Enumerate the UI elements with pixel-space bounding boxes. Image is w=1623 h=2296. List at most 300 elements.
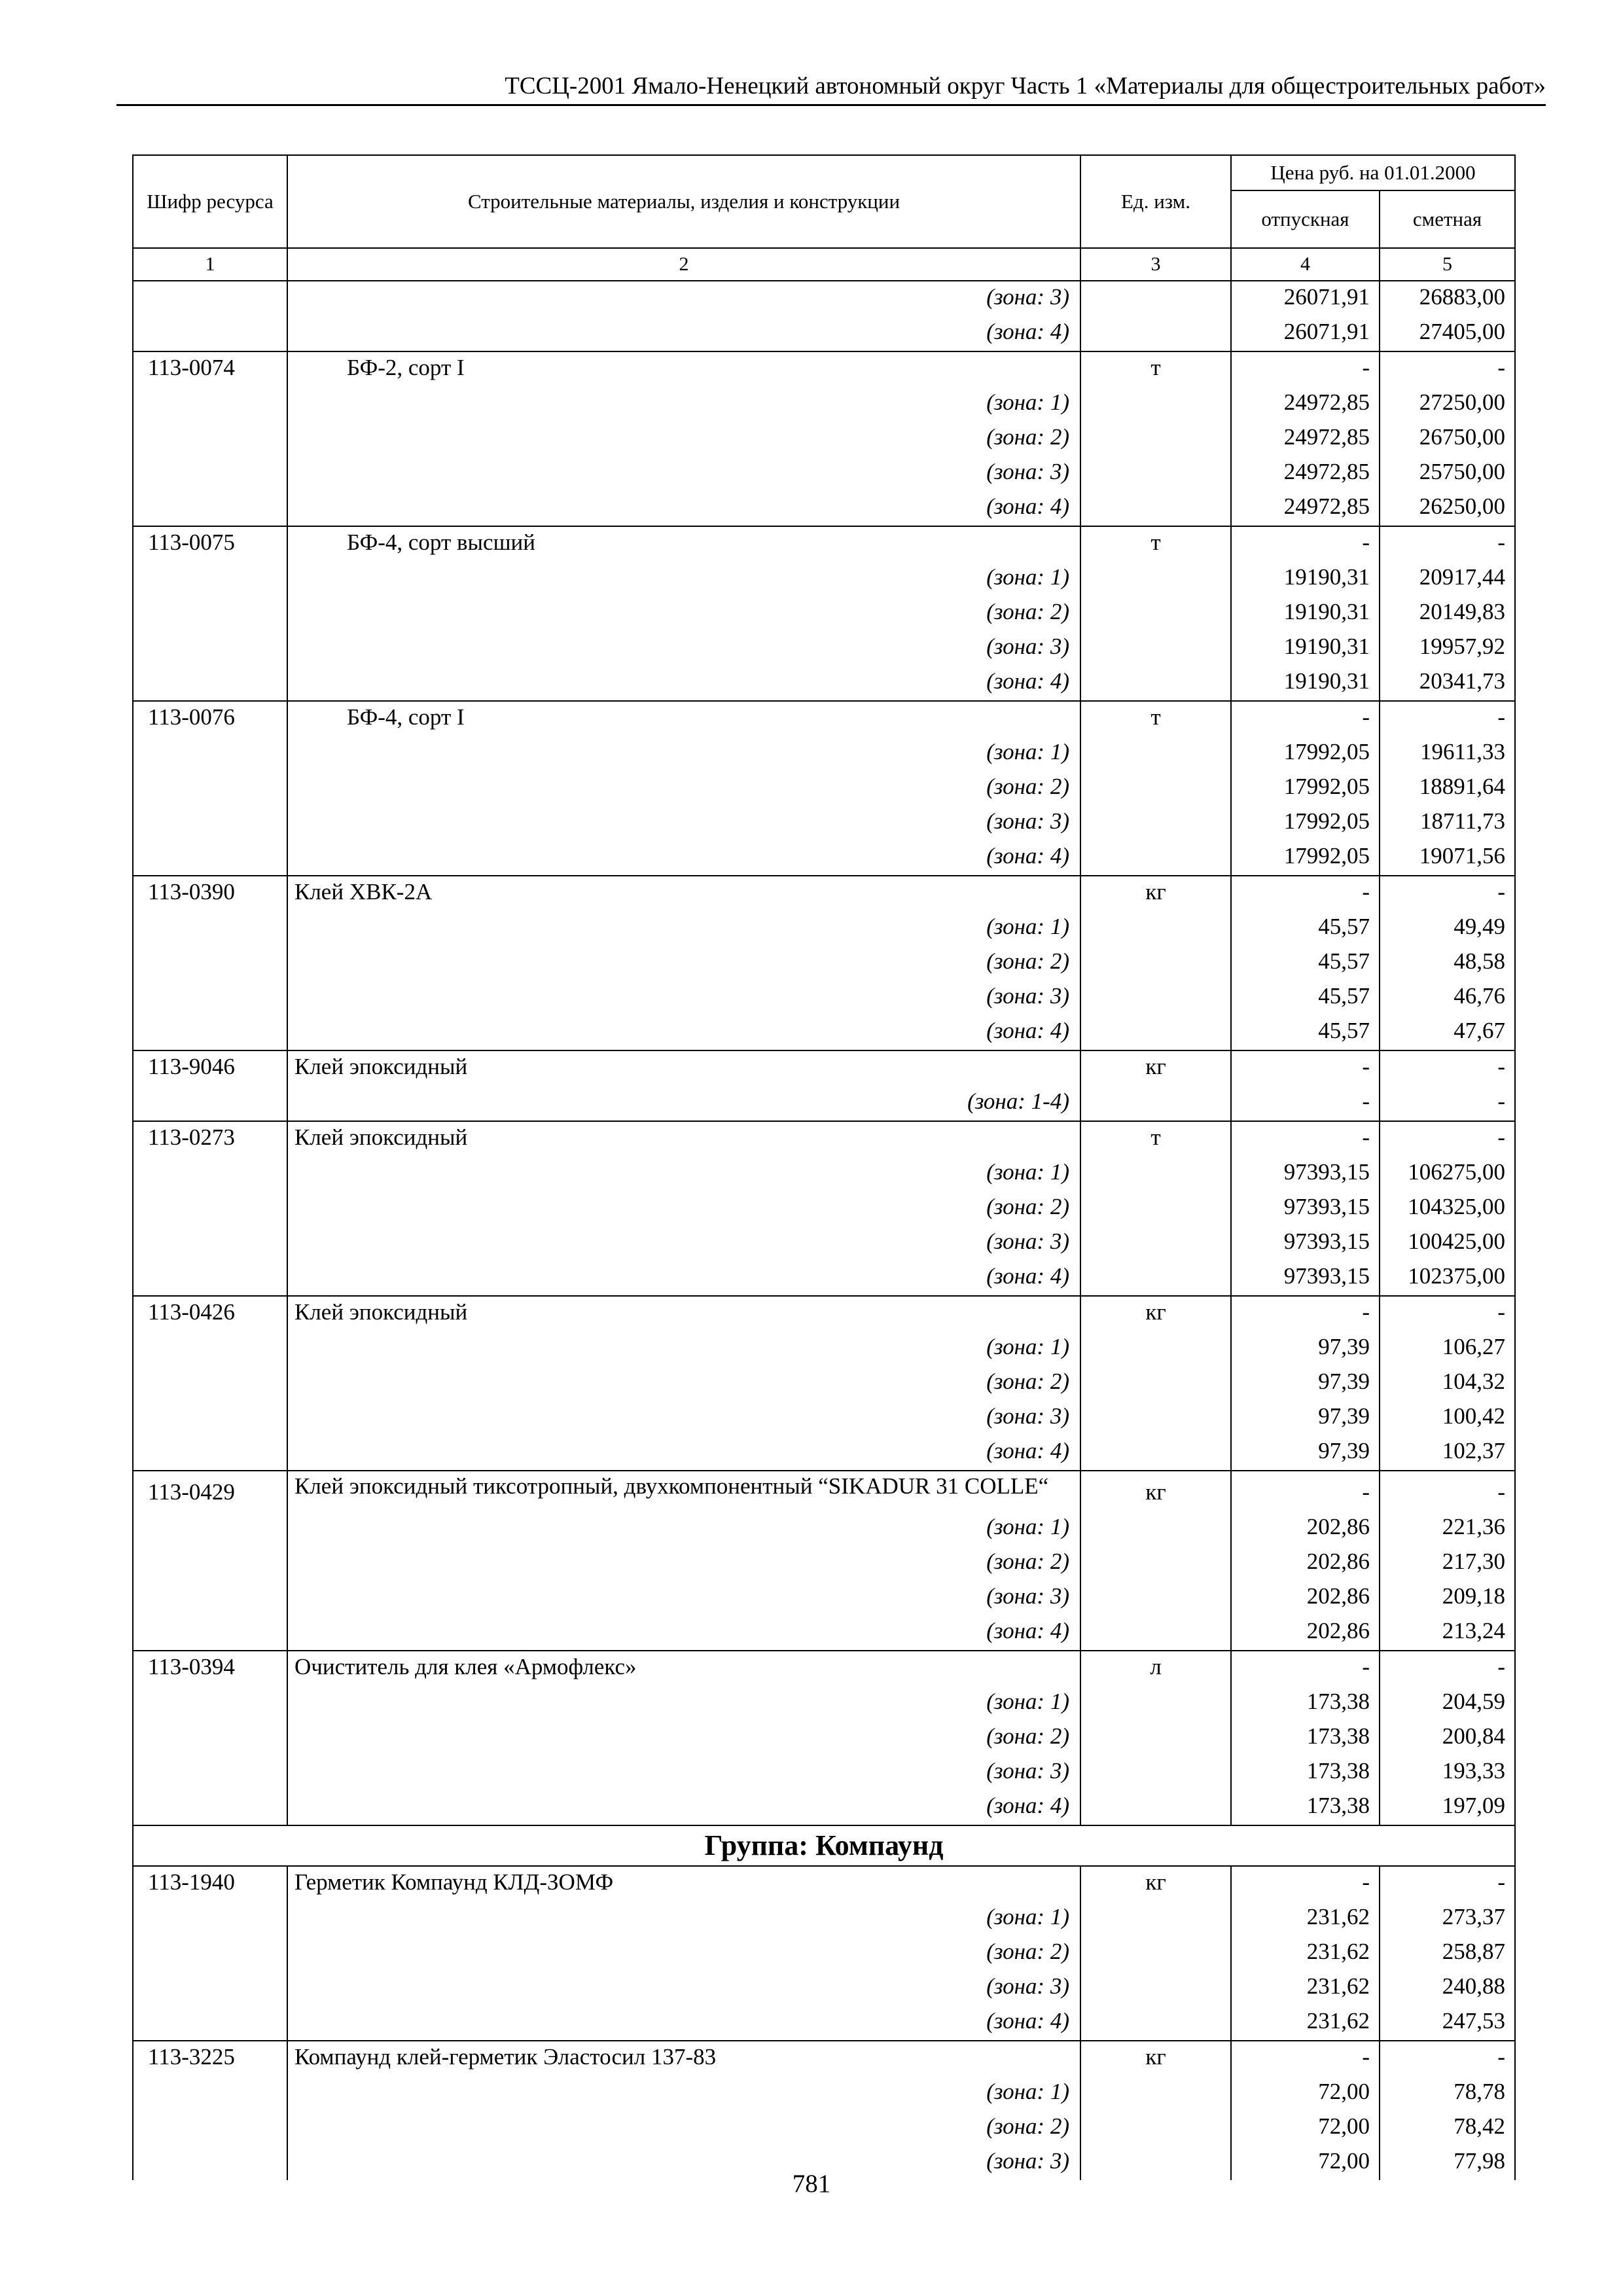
- release-price: 19190,31: [1231, 666, 1380, 701]
- unit-cell: [1080, 1086, 1231, 1121]
- release-price: 26071,91: [1231, 281, 1380, 316]
- zone-row: [133, 1366, 1515, 1401]
- resource-code: 113-0390: [133, 876, 287, 911]
- release-price: 72,00: [1231, 2111, 1380, 2145]
- release-price: 231,62: [1231, 1936, 1380, 1971]
- zone-row: [133, 491, 1515, 526]
- release-price: 97393,15: [1231, 1157, 1380, 1191]
- column-number: 2: [287, 248, 1080, 281]
- release-price: 97393,15: [1231, 1191, 1380, 1226]
- table-header: [133, 155, 1515, 281]
- material-name: Клей эпоксидный: [287, 1296, 1080, 1331]
- estimate-price: -: [1380, 876, 1515, 911]
- zone-label: (зона: 3): [287, 456, 1080, 491]
- zone-label: (зона: 2): [287, 2111, 1080, 2145]
- zone-label: (зона: 3): [287, 806, 1080, 840]
- code-cell: [133, 946, 287, 980]
- release-price: 24972,85: [1231, 422, 1380, 456]
- zone-label: (зона: 2): [287, 1936, 1080, 1971]
- zone-label: (зона: 4): [287, 491, 1080, 526]
- zone-row: [133, 1971, 1515, 2005]
- estimate-price: 20917,44: [1380, 562, 1515, 596]
- code-cell: [133, 1721, 287, 1755]
- release-price: -: [1231, 701, 1380, 736]
- code-cell: [133, 980, 287, 1015]
- release-price: -: [1231, 526, 1380, 562]
- material-name: БФ-4, сорт I: [287, 701, 1080, 736]
- zone-label: (зона: 1): [287, 562, 1080, 596]
- code-cell: [133, 2111, 287, 2145]
- zone-row: [133, 1086, 1515, 1121]
- unit-cell: [1080, 666, 1231, 701]
- zone-row: [133, 562, 1515, 596]
- zone-label: (зона: 4): [287, 1261, 1080, 1296]
- code-cell: [133, 1226, 287, 1261]
- zone-row: [133, 281, 1515, 316]
- resource-code: 113-0426: [133, 1296, 287, 1331]
- estimate-price: 25750,00: [1380, 456, 1515, 491]
- release-price: 19190,31: [1231, 562, 1380, 596]
- zone-label: (зона: 4): [287, 2005, 1080, 2041]
- header-code: Шифр ресурса: [133, 155, 287, 248]
- estimate-price: 18711,73: [1380, 806, 1515, 840]
- code-cell: [133, 456, 287, 491]
- zone-label: (зона: 4): [287, 1435, 1080, 1471]
- unit-cell: кг: [1080, 876, 1231, 911]
- unit-cell: [1080, 1755, 1231, 1790]
- release-price: 97,39: [1231, 1331, 1380, 1366]
- unit-cell: л: [1080, 1651, 1231, 1686]
- code-cell: [133, 736, 287, 771]
- zone-label: (зона: 2): [287, 1546, 1080, 1581]
- code-cell: [133, 1366, 287, 1401]
- estimate-price: 20149,83: [1380, 596, 1515, 631]
- unit-cell: [1080, 1511, 1231, 1546]
- unit-cell: [1080, 2076, 1231, 2111]
- unit-cell: [1080, 456, 1231, 491]
- resource-code: 113-0394: [133, 1651, 287, 1686]
- zone-label: (зона: 1): [287, 1901, 1080, 1936]
- unit-cell: т: [1080, 526, 1231, 562]
- zone-label: (зона: 4): [287, 840, 1080, 876]
- code-cell: [133, 596, 287, 631]
- unit-cell: [1080, 1157, 1231, 1191]
- estimate-price: 100425,00: [1380, 1226, 1515, 1261]
- estimate-price: 106275,00: [1380, 1157, 1515, 1191]
- estimate-price: 258,87: [1380, 1936, 1515, 1971]
- zone-row: [133, 806, 1515, 840]
- unit-cell: [1080, 911, 1231, 946]
- zone-row: [133, 1191, 1515, 1226]
- unit-cell: кг: [1080, 1471, 1231, 1511]
- column-number: 4: [1231, 248, 1380, 281]
- release-price: 173,38: [1231, 1721, 1380, 1755]
- estimate-price: 240,88: [1380, 1971, 1515, 2005]
- estimate-price: 77,98: [1380, 2145, 1515, 2180]
- resource-code: 113-0076: [133, 701, 287, 736]
- column-number: 5: [1380, 248, 1515, 281]
- zone-row: [133, 1511, 1515, 1546]
- estimate-price: 221,36: [1380, 1511, 1515, 1546]
- unit-cell: [1080, 1261, 1231, 1296]
- unit-cell: [1080, 1226, 1231, 1261]
- release-price: 45,57: [1231, 980, 1380, 1015]
- zone-label: (зона: 1): [287, 1511, 1080, 1546]
- zone-row: [133, 1936, 1515, 1971]
- zone-label: (зона: 2): [287, 422, 1080, 456]
- release-price: 17992,05: [1231, 736, 1380, 771]
- unit-cell: [1080, 771, 1231, 806]
- estimate-price: -: [1380, 526, 1515, 562]
- code-cell: [133, 1936, 287, 1971]
- table-body: [133, 281, 1515, 2180]
- material-name: БФ-4, сорт высший: [287, 526, 1080, 562]
- resource-code: 113-0429: [133, 1471, 287, 1511]
- estimate-price: 19957,92: [1380, 631, 1515, 666]
- code-cell: [133, 1086, 287, 1121]
- estimate-price: 26250,00: [1380, 491, 1515, 526]
- unit-cell: [1080, 387, 1231, 422]
- price-table: [132, 154, 1516, 2180]
- release-price: 97,39: [1231, 1366, 1380, 1401]
- release-price: 231,62: [1231, 2005, 1380, 2041]
- unit-cell: т: [1080, 701, 1231, 736]
- release-price: -: [1231, 1086, 1380, 1121]
- item-row: [133, 701, 1515, 736]
- header-unit: Ед. изм.: [1080, 155, 1231, 248]
- code-cell: [133, 806, 287, 840]
- zone-row: [133, 1546, 1515, 1581]
- zone-label: (зона: 2): [287, 1721, 1080, 1755]
- column-number: 1: [133, 248, 287, 281]
- release-price: 45,57: [1231, 946, 1380, 980]
- code-cell: [133, 562, 287, 596]
- zone-row: [133, 911, 1515, 946]
- zone-label: (зона: 1): [287, 387, 1080, 422]
- unit-cell: [1080, 1686, 1231, 1721]
- unit-cell: [1080, 1546, 1231, 1581]
- release-price: 97,39: [1231, 1401, 1380, 1435]
- code-cell: [133, 281, 287, 316]
- zone-label: (зона: 3): [287, 1226, 1080, 1261]
- estimate-price: 247,53: [1380, 2005, 1515, 2041]
- item-row: [133, 1866, 1515, 1901]
- estimate-price: 20341,73: [1380, 666, 1515, 701]
- zone-label: (зона: 2): [287, 1366, 1080, 1401]
- material-name: Клей эпоксидный: [287, 1121, 1080, 1157]
- estimate-price: 197,09: [1380, 1790, 1515, 1825]
- unit-cell: [1080, 281, 1231, 316]
- zone-label: (зона: 1-4): [287, 1086, 1080, 1121]
- unit-cell: [1080, 1790, 1231, 1825]
- header-release-price: отпускная: [1231, 190, 1380, 248]
- estimate-price: 27250,00: [1380, 387, 1515, 422]
- unit-cell: [1080, 1015, 1231, 1050]
- estimate-price: 19071,56: [1380, 840, 1515, 876]
- material-name: Очиститель для клея «Армофлекс»: [287, 1651, 1080, 1686]
- unit-cell: кг: [1080, 1296, 1231, 1331]
- estimate-price: 204,59: [1380, 1686, 1515, 1721]
- zone-row: [133, 2111, 1515, 2145]
- zone-row: [133, 1401, 1515, 1435]
- code-cell: [133, 2076, 287, 2111]
- resource-code: 113-1940: [133, 1866, 287, 1901]
- estimate-price: -: [1380, 1866, 1515, 1901]
- code-cell: [133, 1901, 287, 1936]
- material-name: Компаунд клей-герметик Эластосил 137-83: [287, 2041, 1080, 2076]
- header-price-group: Цена руб. на 01.01.2000: [1231, 155, 1515, 190]
- release-price: 173,38: [1231, 1686, 1380, 1721]
- zone-label: (зона: 4): [287, 1015, 1080, 1050]
- zone-label: (зона: 3): [287, 1401, 1080, 1435]
- unit-cell: [1080, 946, 1231, 980]
- unit-cell: [1080, 562, 1231, 596]
- zone-label: (зона: 3): [287, 2145, 1080, 2180]
- unit-cell: [1080, 1936, 1231, 1971]
- unit-cell: [1080, 1901, 1231, 1936]
- zone-label: (зона: 4): [287, 1615, 1080, 1651]
- zone-row: [133, 1790, 1515, 1825]
- release-price: 173,38: [1231, 1790, 1380, 1825]
- unit-cell: [1080, 840, 1231, 876]
- zone-row: [133, 946, 1515, 980]
- estimate-price: 102,37: [1380, 1435, 1515, 1471]
- release-price: 202,86: [1231, 1511, 1380, 1546]
- zone-row: [133, 596, 1515, 631]
- resource-code: 113-3225: [133, 2041, 287, 2076]
- release-price: 97393,15: [1231, 1226, 1380, 1261]
- material-name: Клей эпоксидный тиксотропный, двухкомпонентный “SIKADUR 31 COLLE“: [287, 1471, 1080, 1511]
- unit-cell: [1080, 316, 1231, 351]
- estimate-price: -: [1380, 1086, 1515, 1121]
- material-name: Клей эпоксидный: [287, 1050, 1080, 1086]
- zone-label: (зона: 1): [287, 1686, 1080, 1721]
- item-row: [133, 2041, 1515, 2076]
- release-price: 231,62: [1231, 1901, 1380, 1936]
- code-cell: [133, 1261, 287, 1296]
- code-cell: [133, 316, 287, 351]
- zone-label: (зона: 3): [287, 980, 1080, 1015]
- item-row: [133, 526, 1515, 562]
- zone-label: (зона: 4): [287, 1790, 1080, 1825]
- item-row: [133, 1050, 1515, 1086]
- page-number: 781: [792, 2170, 831, 2198]
- estimate-price: 104325,00: [1380, 1191, 1515, 1226]
- estimate-price: 102375,00: [1380, 1261, 1515, 1296]
- zone-row: [133, 840, 1515, 876]
- code-cell: [133, 1755, 287, 1790]
- release-price: 45,57: [1231, 1015, 1380, 1050]
- code-cell: [133, 1581, 287, 1615]
- release-price: -: [1231, 1121, 1380, 1157]
- estimate-price: 78,78: [1380, 2076, 1515, 2111]
- unit-cell: [1080, 631, 1231, 666]
- code-cell: [133, 1511, 287, 1546]
- unit-cell: [1080, 1721, 1231, 1755]
- unit-cell: [1080, 1581, 1231, 1615]
- estimate-price: -: [1380, 2041, 1515, 2076]
- unit-cell: [1080, 596, 1231, 631]
- zone-label: (зона: 1): [287, 911, 1080, 946]
- estimate-price: 26750,00: [1380, 422, 1515, 456]
- release-price: 97393,15: [1231, 1261, 1380, 1296]
- code-cell: [133, 1686, 287, 1721]
- estimate-price: -: [1380, 1296, 1515, 1331]
- header-rule: [116, 104, 1546, 106]
- code-cell: [133, 771, 287, 806]
- estimate-price: 104,32: [1380, 1366, 1515, 1401]
- zone-label: (зона: 2): [287, 771, 1080, 806]
- unit-cell: [1080, 806, 1231, 840]
- zone-label: (зона: 1): [287, 1157, 1080, 1191]
- zone-label: (зона: 2): [287, 596, 1080, 631]
- unit-cell: [1080, 422, 1231, 456]
- zone-label: (зона: 1): [287, 2076, 1080, 2111]
- zone-label: (зона: 3): [287, 1971, 1080, 2005]
- zone-label: (зона: 1): [287, 1331, 1080, 1366]
- code-cell: [133, 422, 287, 456]
- unit-cell: кг: [1080, 1050, 1231, 1086]
- header-name: Строительные материалы, изделия и конструкции: [287, 155, 1080, 248]
- release-price: 19190,31: [1231, 631, 1380, 666]
- code-cell: [133, 911, 287, 946]
- column-number: 3: [1080, 248, 1231, 281]
- zone-row: [133, 666, 1515, 701]
- estimate-price: 47,67: [1380, 1015, 1515, 1050]
- estimate-price: 100,42: [1380, 1401, 1515, 1435]
- code-cell: [133, 1331, 287, 1366]
- material-name: Клей ХВК-2А: [287, 876, 1080, 911]
- estimate-price: 19611,33: [1380, 736, 1515, 771]
- zone-row: [133, 980, 1515, 1015]
- release-price: 202,86: [1231, 1581, 1380, 1615]
- unit-cell: кг: [1080, 2041, 1231, 2076]
- release-price: 17992,05: [1231, 771, 1380, 806]
- release-price: 45,57: [1231, 911, 1380, 946]
- code-cell: [133, 666, 287, 701]
- zone-row: [133, 316, 1515, 351]
- release-price: 202,86: [1231, 1546, 1380, 1581]
- estimate-price: -: [1380, 1471, 1515, 1511]
- estimate-price: -: [1380, 1050, 1515, 1086]
- group-title: Группа: Компаунд: [133, 1825, 1515, 1866]
- unit-cell: [1080, 1191, 1231, 1226]
- unit-cell: [1080, 1401, 1231, 1435]
- unit-cell: [1080, 2005, 1231, 2041]
- estimate-price: 27405,00: [1380, 316, 1515, 351]
- zone-row: [133, 387, 1515, 422]
- zone-row: [133, 1901, 1515, 1936]
- release-price: 97,39: [1231, 1435, 1380, 1471]
- unit-cell: [1080, 736, 1231, 771]
- release-price: 231,62: [1231, 1971, 1380, 2005]
- zone-row: [133, 1615, 1515, 1651]
- estimate-price: 213,24: [1380, 1615, 1515, 1651]
- estimate-price: -: [1380, 1121, 1515, 1157]
- zone-label: (зона: 2): [287, 1191, 1080, 1226]
- code-cell: [133, 1790, 287, 1825]
- unit-cell: [1080, 1366, 1231, 1401]
- zone-label: (зона: 3): [287, 1755, 1080, 1790]
- release-price: 17992,05: [1231, 840, 1380, 876]
- estimate-price: 26883,00: [1380, 281, 1515, 316]
- estimate-price: 78,42: [1380, 2111, 1515, 2145]
- estimate-price: 18891,64: [1380, 771, 1515, 806]
- zone-label: (зона: 3): [287, 631, 1080, 666]
- zone-row: [133, 1581, 1515, 1615]
- zone-row: [133, 1755, 1515, 1790]
- unit-cell: [1080, 980, 1231, 1015]
- release-price: -: [1231, 2041, 1380, 2076]
- item-row: [133, 1471, 1515, 1511]
- estimate-price: 209,18: [1380, 1581, 1515, 1615]
- zone-row: [133, 1686, 1515, 1721]
- zone-row: [133, 1226, 1515, 1261]
- unit-cell: кг: [1080, 1866, 1231, 1901]
- release-price: 24972,85: [1231, 387, 1380, 422]
- zone-row: [133, 1157, 1515, 1191]
- zone-row: [133, 1721, 1515, 1755]
- zone-row: [133, 1015, 1515, 1050]
- code-cell: [133, 631, 287, 666]
- code-cell: [133, 1157, 287, 1191]
- unit-cell: [1080, 1435, 1231, 1471]
- resource-code: 113-0075: [133, 526, 287, 562]
- code-cell: [133, 840, 287, 876]
- estimate-price: 106,27: [1380, 1331, 1515, 1366]
- release-price: 72,00: [1231, 2076, 1380, 2111]
- estimate-price: -: [1380, 1651, 1515, 1686]
- zone-label: (зона: 4): [287, 316, 1080, 351]
- column-numbers-row: [133, 248, 1515, 281]
- code-cell: [133, 1971, 287, 2005]
- zone-row: [133, 456, 1515, 491]
- zone-label: (зона: 3): [287, 281, 1080, 316]
- release-price: -: [1231, 876, 1380, 911]
- zone-row: [133, 1261, 1515, 1296]
- release-price: 173,38: [1231, 1755, 1380, 1790]
- code-cell: [133, 1401, 287, 1435]
- estimate-price: 46,76: [1380, 980, 1515, 1015]
- zone-row: [133, 1435, 1515, 1471]
- unit-cell: [1080, 1615, 1231, 1651]
- release-price: -: [1231, 1050, 1380, 1086]
- running-header: ТССЦ-2001 Ямало-Ненецкий автономный округ Часть 1 «Материалы для общестроительных работ»: [505, 73, 1546, 99]
- estimate-price: 48,58: [1380, 946, 1515, 980]
- release-price: 72,00: [1231, 2145, 1380, 2180]
- zone-row: [133, 631, 1515, 666]
- item-row: [133, 876, 1515, 911]
- estimate-price: -: [1380, 701, 1515, 736]
- code-cell: [133, 1015, 287, 1050]
- estimate-price: 217,30: [1380, 1546, 1515, 1581]
- zone-row: [133, 422, 1515, 456]
- unit-cell: [1080, 491, 1231, 526]
- zone-label: (зона: 4): [287, 666, 1080, 701]
- zone-row: [133, 2005, 1515, 2041]
- estimate-price: 49,49: [1380, 911, 1515, 946]
- code-cell: [133, 1435, 287, 1471]
- material-name: БФ-2, сорт I: [287, 351, 1080, 387]
- item-row: [133, 1296, 1515, 1331]
- release-price: -: [1231, 351, 1380, 387]
- zone-label: (зона: 2): [287, 946, 1080, 980]
- release-price: -: [1231, 1651, 1380, 1686]
- release-price: 17992,05: [1231, 806, 1380, 840]
- unit-cell: т: [1080, 351, 1231, 387]
- unit-cell: [1080, 1971, 1231, 2005]
- code-cell: [133, 2005, 287, 2041]
